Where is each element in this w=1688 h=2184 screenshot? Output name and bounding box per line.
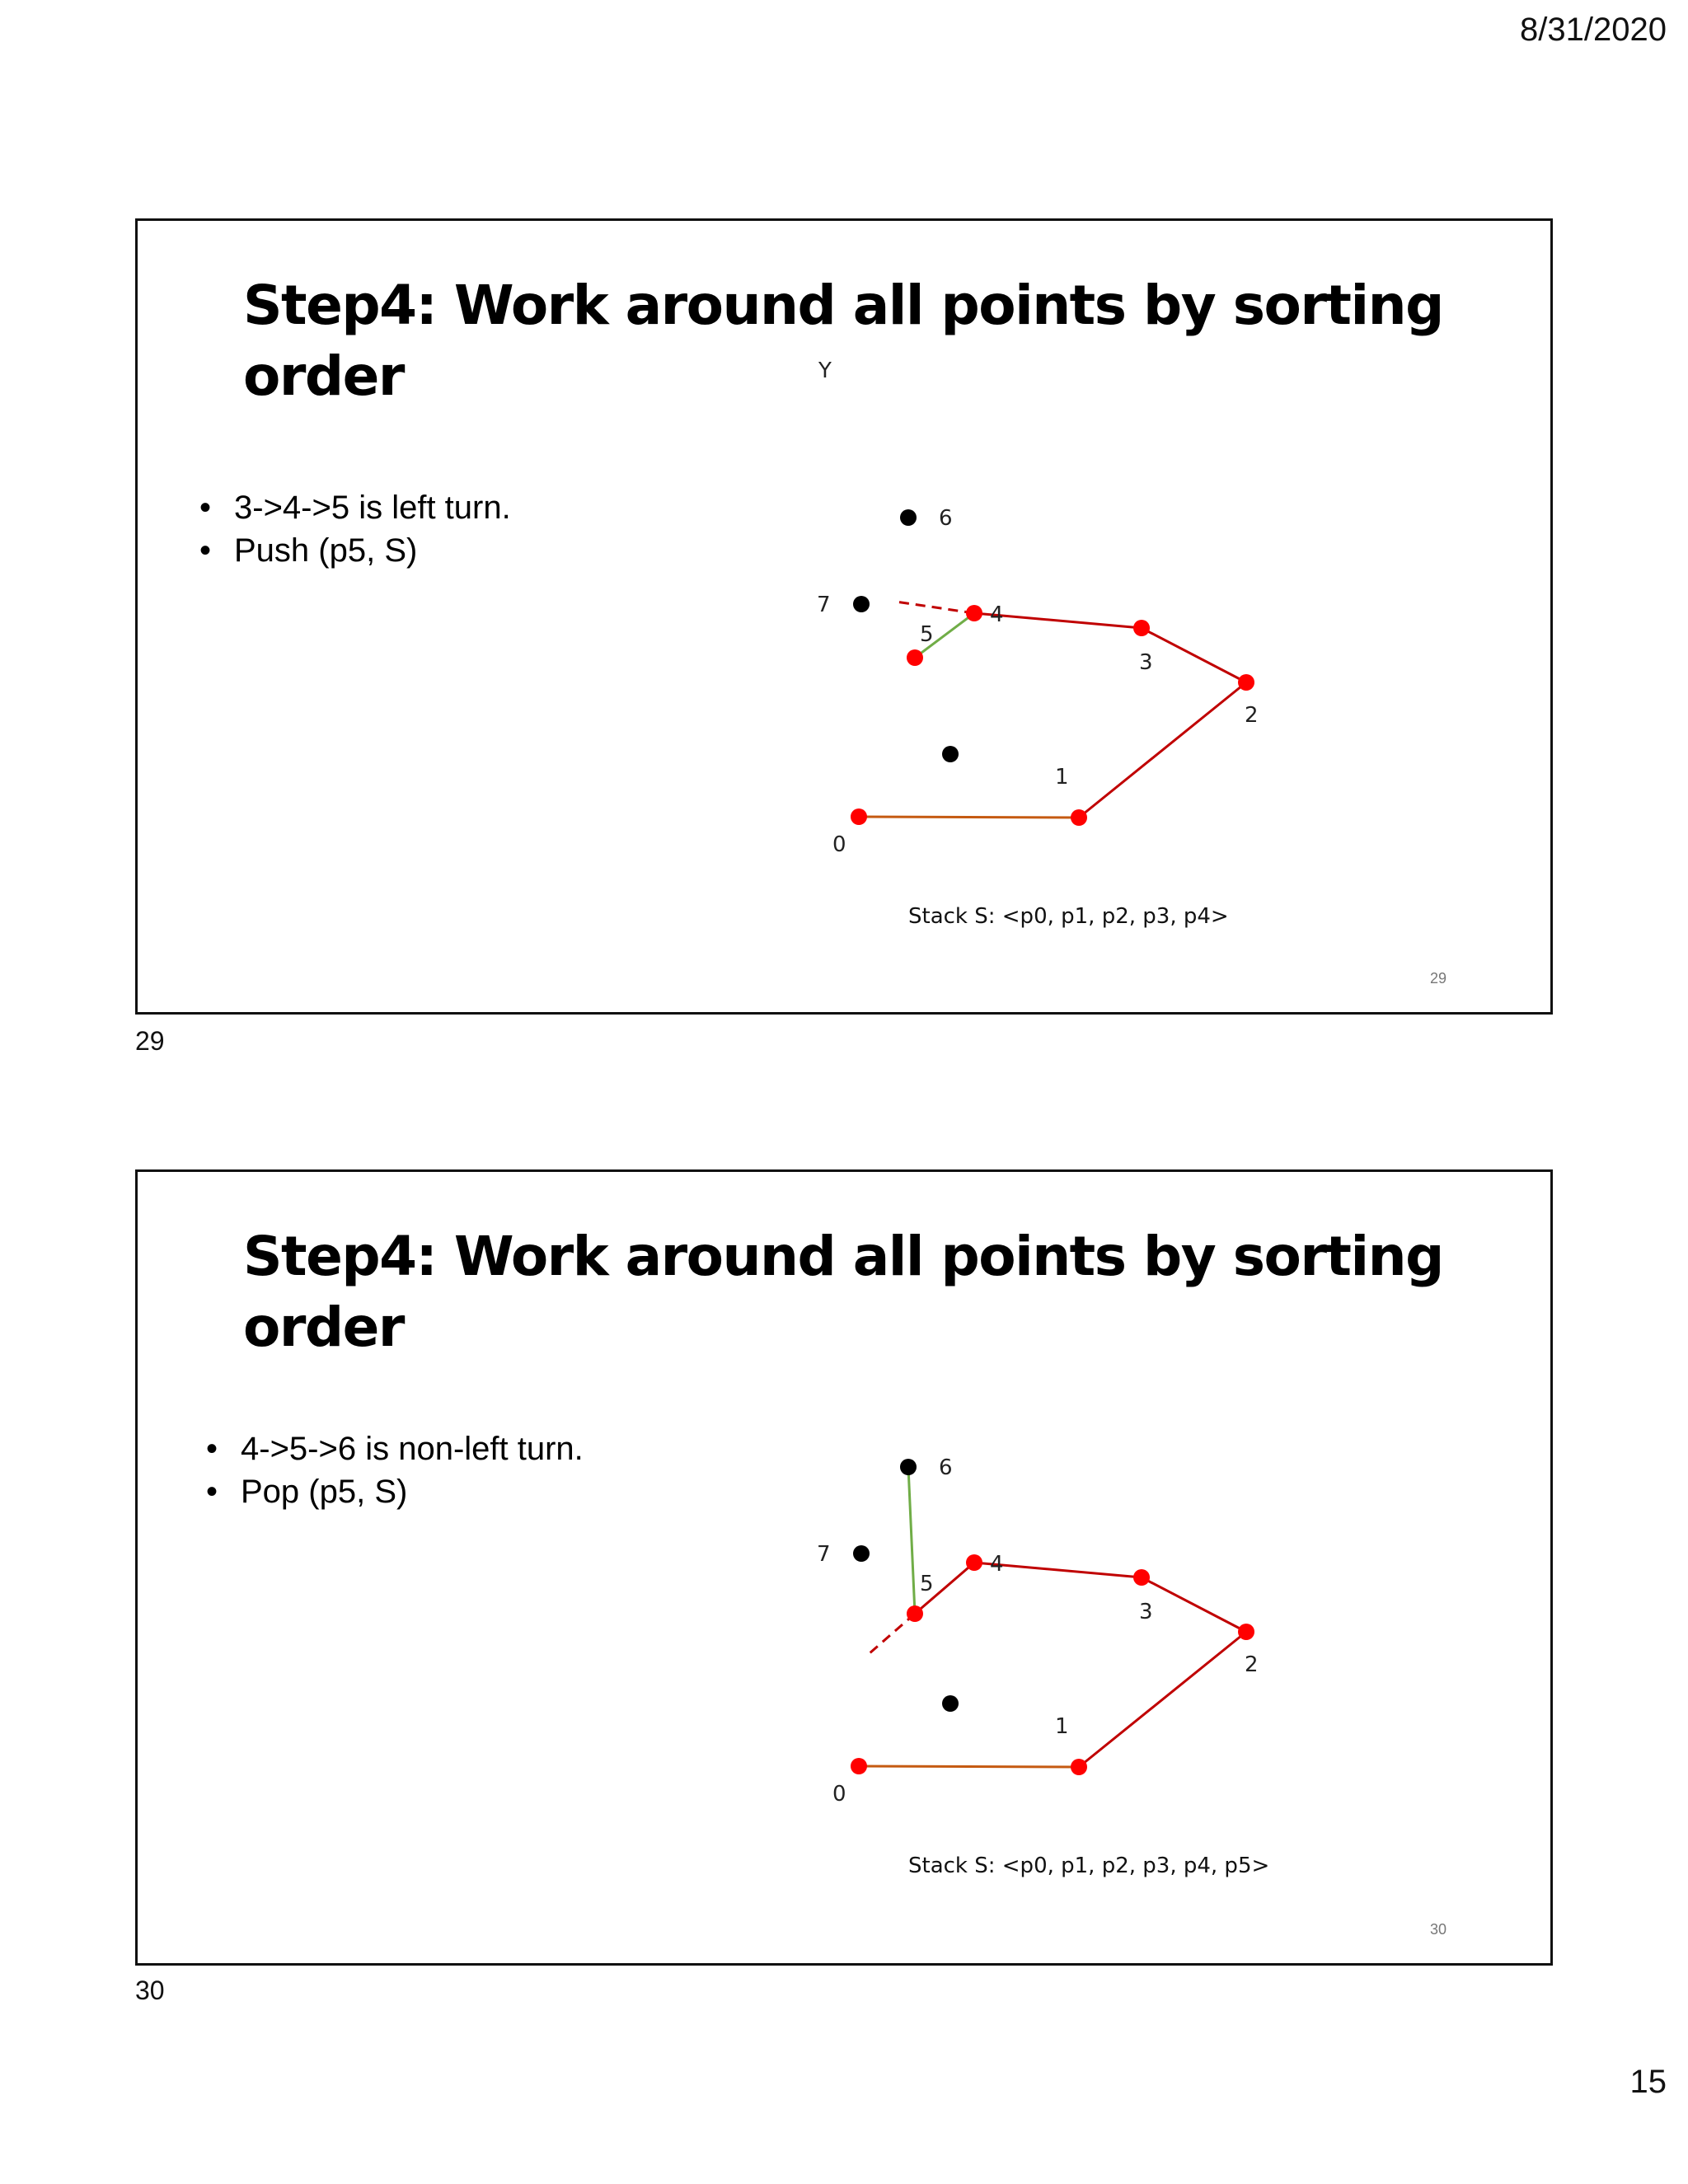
point-p0: [851, 808, 867, 825]
slide-number: 30: [1429, 1921, 1447, 1938]
bullet-item: • Pop (p5, S): [206, 1470, 584, 1513]
point-interior: [942, 1695, 959, 1712]
slide-title: [243, 270, 1443, 412]
label-p3: 3: [1139, 650, 1153, 675]
edge-p4-p7-dashed: [896, 602, 974, 613]
thumbnail-number: 29: [135, 1026, 165, 1056]
point-p3: [1133, 1569, 1150, 1586]
thumbnail-number: 30: [135, 1975, 165, 2005]
label-p5: 5: [920, 1572, 934, 1596]
stack-text: Stack S: <p0, p1, p2, p3, p4, p5>: [908, 1854, 1270, 1878]
point-p4: [966, 605, 982, 621]
point-interior: [942, 746, 959, 762]
label-p6: 6: [939, 1455, 953, 1480]
edge-p1-p2: [1079, 682, 1246, 818]
page-number: 15: [1629, 2064, 1667, 2100]
label-p1: 1: [1055, 765, 1069, 790]
edge-p1-p2: [1079, 1632, 1246, 1767]
edge-p2-p3: [1142, 1577, 1246, 1632]
label-p6: 6: [939, 506, 953, 531]
label-p7: 7: [817, 593, 831, 617]
point-p7: [853, 596, 870, 612]
edge-p5-p6-candidate: [908, 1467, 915, 1614]
point-p0: [851, 1758, 867, 1774]
point-p5: [907, 649, 923, 666]
point-p1: [1071, 809, 1087, 826]
point-p2: [1238, 674, 1254, 691]
bullet-list: [206, 1427, 584, 1513]
title-line-1: Step4: Work around all points by sorting: [243, 274, 1443, 337]
edge-p0-p1: [859, 1766, 1079, 1767]
label-p7: 7: [817, 1542, 831, 1567]
label-p2: 2: [1245, 703, 1259, 728]
bullet-item: • 3->4->5 is left turn.: [199, 486, 511, 529]
edge-p0-p1: [859, 817, 1079, 818]
page-date: 8/31/2020: [1520, 12, 1667, 48]
bullet-list: [199, 486, 511, 572]
slide-title: [243, 1221, 1443, 1363]
point-p1: [1071, 1759, 1087, 1775]
bullet-item: • Push (p5, S): [199, 529, 511, 572]
point-p7: [853, 1545, 870, 1562]
label-p1: 1: [1055, 1714, 1069, 1739]
bullet-item: • 4->5->6 is non-left turn.: [206, 1427, 584, 1470]
slide-30: [135, 1169, 1553, 1966]
title-line-1: Step4: Work around all points by sorting: [243, 1225, 1443, 1288]
label-p0: 0: [832, 832, 846, 857]
y-axis-label: Y: [818, 359, 832, 383]
label-p0: 0: [832, 1782, 846, 1807]
point-p3: [1133, 620, 1150, 636]
point-p6: [900, 1459, 917, 1475]
stack-text: Stack S: <p0, p1, p2, p3, p4>: [908, 904, 1229, 929]
label-p2: 2: [1245, 1652, 1259, 1677]
point-p5: [907, 1605, 923, 1622]
point-p4: [966, 1554, 982, 1571]
title-line-2: order: [243, 1296, 404, 1359]
point-p2: [1238, 1624, 1254, 1640]
label-p5: 5: [920, 622, 934, 647]
label-p3: 3: [1139, 1600, 1153, 1624]
edge-p2-p3: [1142, 628, 1246, 682]
point-p6: [900, 509, 917, 526]
edge-p5-extension-dashed: [870, 1614, 915, 1653]
label-p4: 4: [990, 1552, 1004, 1577]
title-line-2: order: [243, 344, 404, 408]
slide-number: 29: [1429, 970, 1447, 987]
label-p4: 4: [990, 602, 1004, 627]
slide-29: [135, 218, 1553, 1015]
